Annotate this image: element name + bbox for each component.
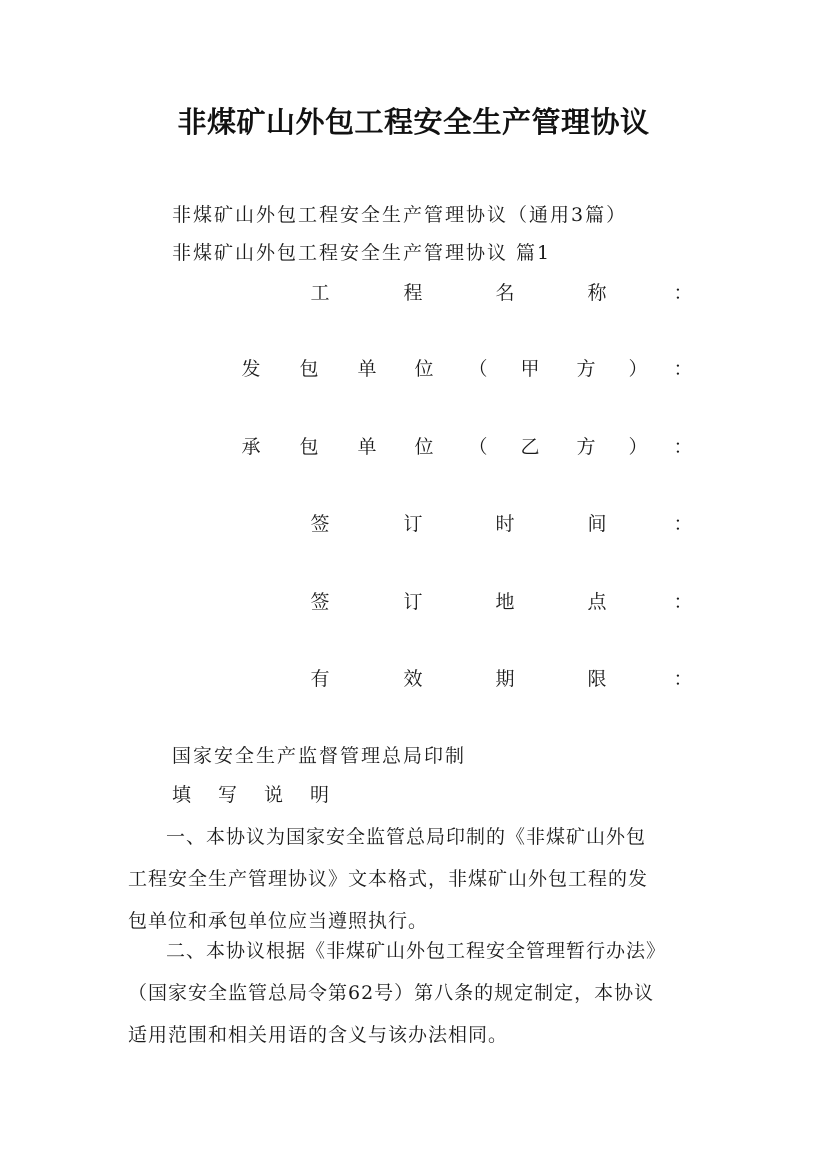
paragraph-line: 一、本协议为国家安全监管总局印制的《非煤矿山外包 xyxy=(166,826,647,848)
instructions-heading: 填 写 说 明 xyxy=(172,784,334,806)
field-employer xyxy=(0,354,827,384)
field-colon: ： xyxy=(673,358,693,380)
field-char: 点 xyxy=(587,591,607,613)
instruction-paragraph-2 xyxy=(128,930,704,1056)
issuer-line: 国家安全生产监督管理总局印制 xyxy=(172,745,467,767)
field-char: 订 xyxy=(403,591,423,613)
field-colon: ： xyxy=(673,436,693,458)
field-char: 工 xyxy=(310,282,330,304)
field-char: 地 xyxy=(495,591,515,613)
field-char: 甲 xyxy=(520,358,540,380)
document-title: 非煤矿山外包工程安全生产管理协议 xyxy=(177,105,650,139)
document-subtitle: 非煤矿山外包工程安全生产管理协议（通用3篇） xyxy=(172,204,628,226)
field-char: 名 xyxy=(495,282,515,304)
field-char: 承 xyxy=(241,436,261,458)
paragraph-line: （国家安全监管总局令第62号）第八条的规定制定，本协议 xyxy=(128,982,655,1004)
field-char: 包 xyxy=(299,358,319,380)
field-char: 位 xyxy=(414,436,434,458)
field-char: 签 xyxy=(310,513,330,535)
field-char: 效 xyxy=(403,668,423,690)
field-char: 有 xyxy=(310,668,330,690)
field-project-name xyxy=(0,278,827,308)
field-char: 限 xyxy=(587,668,607,690)
field-contractor xyxy=(0,432,827,462)
field-char: 订 xyxy=(403,513,423,535)
field-char: 发 xyxy=(241,358,261,380)
field-char: （ xyxy=(468,436,488,458)
field-colon: ： xyxy=(673,668,693,690)
paragraph-line: 包单位和承包单位应当遵照执行。 xyxy=(128,910,429,932)
field-char: 乙 xyxy=(520,436,540,458)
field-sign-place xyxy=(0,587,827,617)
field-char: 包 xyxy=(299,436,319,458)
field-char: 间 xyxy=(587,513,607,535)
paragraph-line: 二、本协议根据《非煤矿山外包工程安全管理暂行办法》 xyxy=(166,940,667,962)
field-colon: ： xyxy=(673,282,693,304)
field-sign-date xyxy=(0,509,827,539)
field-char: 程 xyxy=(403,282,423,304)
field-char: （ xyxy=(468,358,488,380)
field-colon: ： xyxy=(673,591,693,613)
field-char: ） xyxy=(628,358,648,380)
field-char: 位 xyxy=(414,358,434,380)
paragraph-line: 工程安全生产管理协议》文本格式，非煤矿山外包工程的发 xyxy=(128,868,649,890)
paragraph-line: 适用范围和相关用语的含义与该办法相同。 xyxy=(128,1024,509,1046)
field-char: 方 xyxy=(576,436,596,458)
instruction-paragraph-1 xyxy=(128,816,704,942)
field-char: 时 xyxy=(495,513,515,535)
field-char: ） xyxy=(628,436,648,458)
field-char: 期 xyxy=(495,668,515,690)
field-validity xyxy=(0,664,827,694)
field-char: 方 xyxy=(576,358,596,380)
field-char: 签 xyxy=(310,591,330,613)
field-char: 单 xyxy=(357,436,377,458)
section-heading: 非煤矿山外包工程安全生产管理协议 篇1 xyxy=(172,242,552,264)
field-char: 称 xyxy=(587,282,607,304)
field-colon: ： xyxy=(673,513,693,535)
field-char: 单 xyxy=(357,358,377,380)
